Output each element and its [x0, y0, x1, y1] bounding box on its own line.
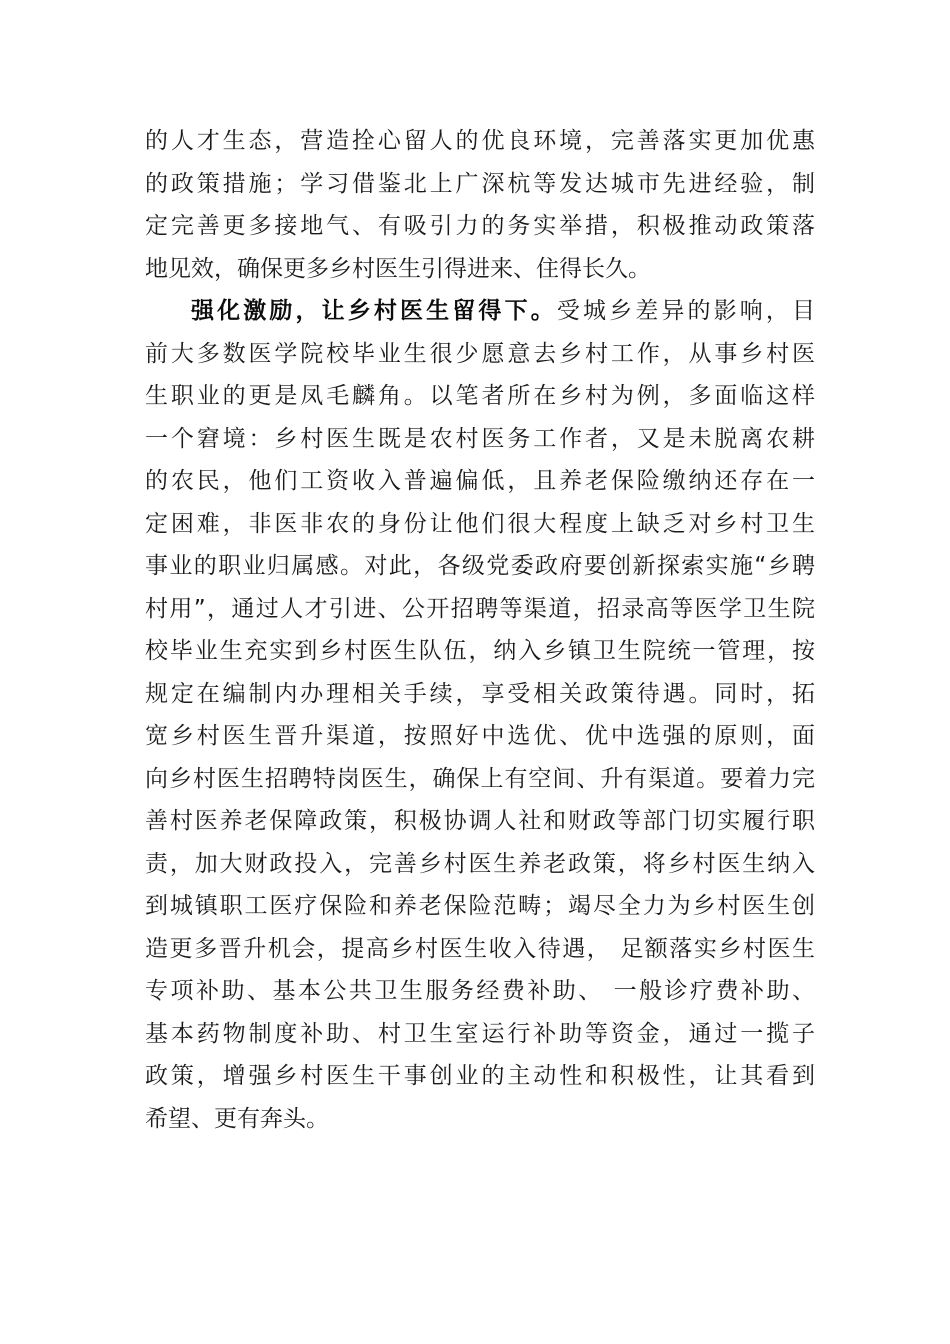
first-line-text: 受城乡差异的影响，目 [556, 298, 816, 324]
paragraph-line: 责，加大财政投入，完善乡村医生养老政策，将乡村医生纳入 [145, 850, 815, 877]
paragraph-line: 前大多数医学院校毕业生很少愿意去乡村工作，从事乡村医 [145, 340, 815, 367]
paragraph-incentives [145, 290, 815, 1140]
section-heading: 强化激励，让乡村医生留得下。 [191, 298, 557, 324]
paragraph-line: 宽乡村医生晋升渠道，按照好中选优、优中选强的原则，面 [145, 723, 815, 749]
paragraph-line: 地见效，确保更多乡村医生引得进来、住得长久。 [145, 255, 651, 282]
paragraph-line: 事业的职业归属感。对此，各级党委政府要创新探索实施“乡聘 [145, 553, 815, 579]
paragraph-line: 向乡村医生招聘特岗医生，确保上有空间、升有渠道。要着力完 [145, 765, 815, 792]
paragraph-line: 政策，增强乡村医生干事创业的主动性和积极性，让其看到 [145, 1063, 815, 1089]
paragraph-line: 规定在编制内办理相关手续，享受相关政策待遇。同时，拓 [145, 680, 815, 707]
paragraph-line: 希望、更有奔头。 [145, 1105, 329, 1132]
paragraph-line: 到城镇职工医疗保险和养老保险范畴；竭尽全力为乡村医生创 [145, 893, 815, 919]
paragraph-line: 村用”，通过人才引进、公开招聘等渠道，招录高等医学卫生院 [145, 595, 815, 622]
paragraph-line: 的农民，他们工资收入普遍偏低，且养老保险缴纳还存在一 [145, 468, 815, 494]
paragraph-line: 一个窘境：乡村医生既是农村医务工作者，又是未脱离农耕 [145, 425, 815, 452]
paragraph-line: 的人才生态，营造拴心留人的优良环境，完善落实更加优惠 [145, 128, 815, 154]
paragraph-line: 基本药物制度补助、村卫生室运行补助等资金，通过一揽子 [145, 1020, 815, 1047]
paragraph-line: 定困难，非医非农的身份让他们很大程度上缺乏对乡村卫生 [145, 510, 815, 537]
paragraph-talent-ecology [145, 120, 815, 290]
paragraph-line: 专项补助、基本公共卫生服务经费补助、 一般诊疗费补助、 [145, 978, 815, 1004]
paragraph-line: 定完善更多接地气、有吸引力的务实举措，积极推动政策落 [145, 213, 815, 239]
paragraph-line: 造更多晋升机会，提高乡村医生收入待遇， 足额落实乡村医生 [145, 935, 815, 962]
paragraph-first-line [145, 290, 815, 333]
paragraph-line: 善村医养老保障政策，积极协调人社和财政等部门切实履行职 [145, 808, 815, 834]
paragraph-line: 生职业的更是凤毛麟角。以笔者所在乡村为例，多面临这样 [145, 383, 815, 409]
paragraph-line: 校毕业生充实到乡村医生队伍，纳入乡镇卫生院统一管理，按 [145, 638, 815, 664]
paragraph-line: 的政策措施；学习借鉴北上广深杭等发达城市先进经验，制 [145, 170, 815, 197]
